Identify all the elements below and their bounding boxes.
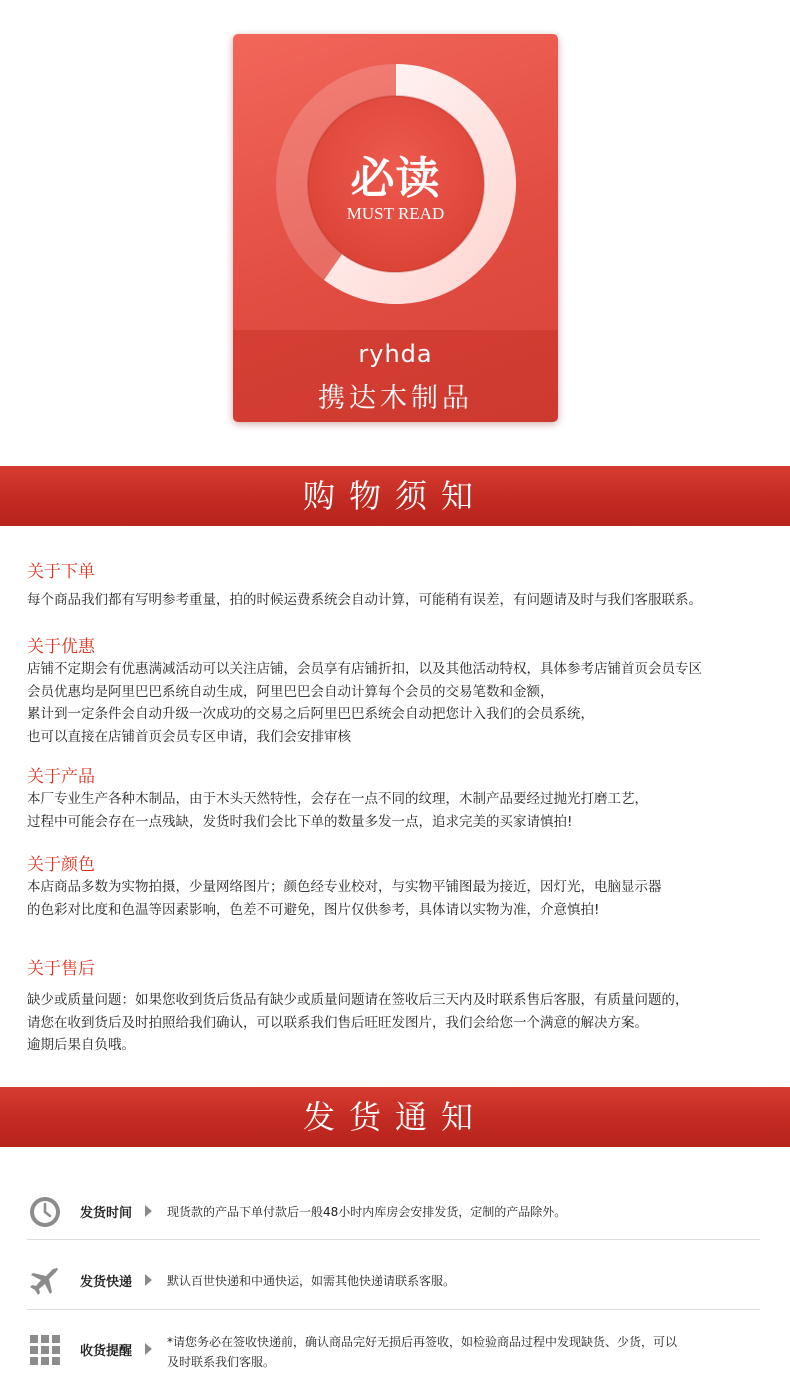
- company-name: 携达木制品: [318, 383, 473, 414]
- notice-heading: 关于优惠: [27, 637, 95, 657]
- notice-line: 本店商品多数为实物拍摄，少量网络图片；颜色经专业校对，与实物平铺图最为接近，因灯光，电脑显示器: [27, 879, 662, 895]
- notice-discounts: [27, 636, 782, 748]
- shipping-label: 发货时间: [80, 1206, 133, 1221]
- notice-line: 逾期后果自负哦。: [27, 1037, 135, 1053]
- notice-line: 每个商品我们都有写明参考重量，拍的时候运费系统会自动计算，可能稍有误差，有问题请及时与我们客服联系。: [27, 592, 702, 608]
- airplane-icon: [27, 1263, 63, 1299]
- shipping-time-row: [27, 1194, 760, 1254]
- grid-icon: [27, 1332, 63, 1368]
- shipping-reminder-row: [27, 1332, 760, 1392]
- must-read-badge: [233, 34, 558, 422]
- badge-title: 必读: [350, 153, 441, 204]
- notice-line: 也可以直接在店铺首页会员专区申请，我们会安排审核: [27, 728, 351, 745]
- divider: [27, 1309, 760, 1310]
- shipping-text: [167, 1271, 455, 1291]
- shipping-line: 及时联系我们客服。: [167, 1355, 276, 1369]
- shipping-courier-row: [27, 1263, 760, 1323]
- notice-after-sales: [27, 958, 782, 1057]
- divider: [27, 1239, 760, 1240]
- notice-products: [27, 766, 782, 833]
- notice-line: 本厂专业生产各种木制品，由于木头天然特性，会存在一点不同的纹理，木制产品要经过抛光打磨工艺，: [27, 791, 648, 807]
- arrow-right-icon: [145, 1274, 152, 1286]
- shipping-label: 发货快递: [80, 1275, 133, 1290]
- notice-ordering: [27, 561, 782, 612]
- shipping-notice-banner: 发货通知: [0, 1087, 790, 1147]
- shipping-label: 收货提醒: [80, 1344, 133, 1359]
- notice-heading: 关于产品: [27, 767, 95, 787]
- notice-line: 累计到一定条件会自动升级一次成功的交易之后阿里巴巴系统会自动把您计入我们的会员系统，: [27, 706, 594, 722]
- shipping-text: [167, 1332, 677, 1372]
- shipping-line: 现货款的产品下单付款后一般48小时内库房会安排发货，定制的产品除外。: [167, 1205, 567, 1219]
- shipping-text: [167, 1202, 566, 1222]
- notice-line: 会员优惠均是阿里巴巴系统自动生成，阿里巴巴会自动计算每个会员的交易笔数和金额，: [27, 683, 554, 700]
- clock-icon: [27, 1194, 63, 1230]
- notice-line: 的色彩对比度和色温等因素影响，色差不可避免，图片仅供参考，具体请以实物为准，介意慎拍!: [27, 901, 600, 918]
- badge-subtitle: MUST READ: [346, 204, 445, 223]
- notice-line: 请您在收到货后及时拍照给我们确认，可以联系我们售后旺旺发图片，我们会给您一个满意的解决方案。: [27, 1014, 648, 1031]
- notice-line: 店铺不定期会有优惠满减活动可以关注店铺，会员享有店铺折扣，以及其他活动特权，具体参考店铺首页会员专区: [27, 661, 702, 677]
- notice-line: 过程中可能会存在一点残缺，发货时我们会比下单的数量多发一点，追求完美的买家请慎拍!: [27, 813, 573, 830]
- arrow-right-icon: [145, 1205, 152, 1217]
- notice-color: [27, 854, 782, 921]
- brand-name: ryhda: [358, 340, 433, 368]
- notice-heading: 关于颜色: [27, 855, 95, 875]
- shipping-line: 默认百世快递和中通快运，如需其他快递请联系客服。: [167, 1274, 456, 1288]
- notice-heading: 关于售后: [27, 959, 95, 979]
- arrow-right-icon: [145, 1343, 152, 1355]
- notice-heading: 关于下单: [27, 562, 95, 582]
- shipping-line: *请您务必在签收快递前，确认商品完好无损后再签收，如检验商品过程中发现缺货、少货，可以: [167, 1335, 678, 1349]
- notice-line: 缺少或质量问题：如果您收到货后货品有缺少或质量问题请在签收后三天内及时联系售后客服，有质量问题的，: [27, 992, 689, 1008]
- shopping-notice-banner: 购物须知: [0, 466, 790, 526]
